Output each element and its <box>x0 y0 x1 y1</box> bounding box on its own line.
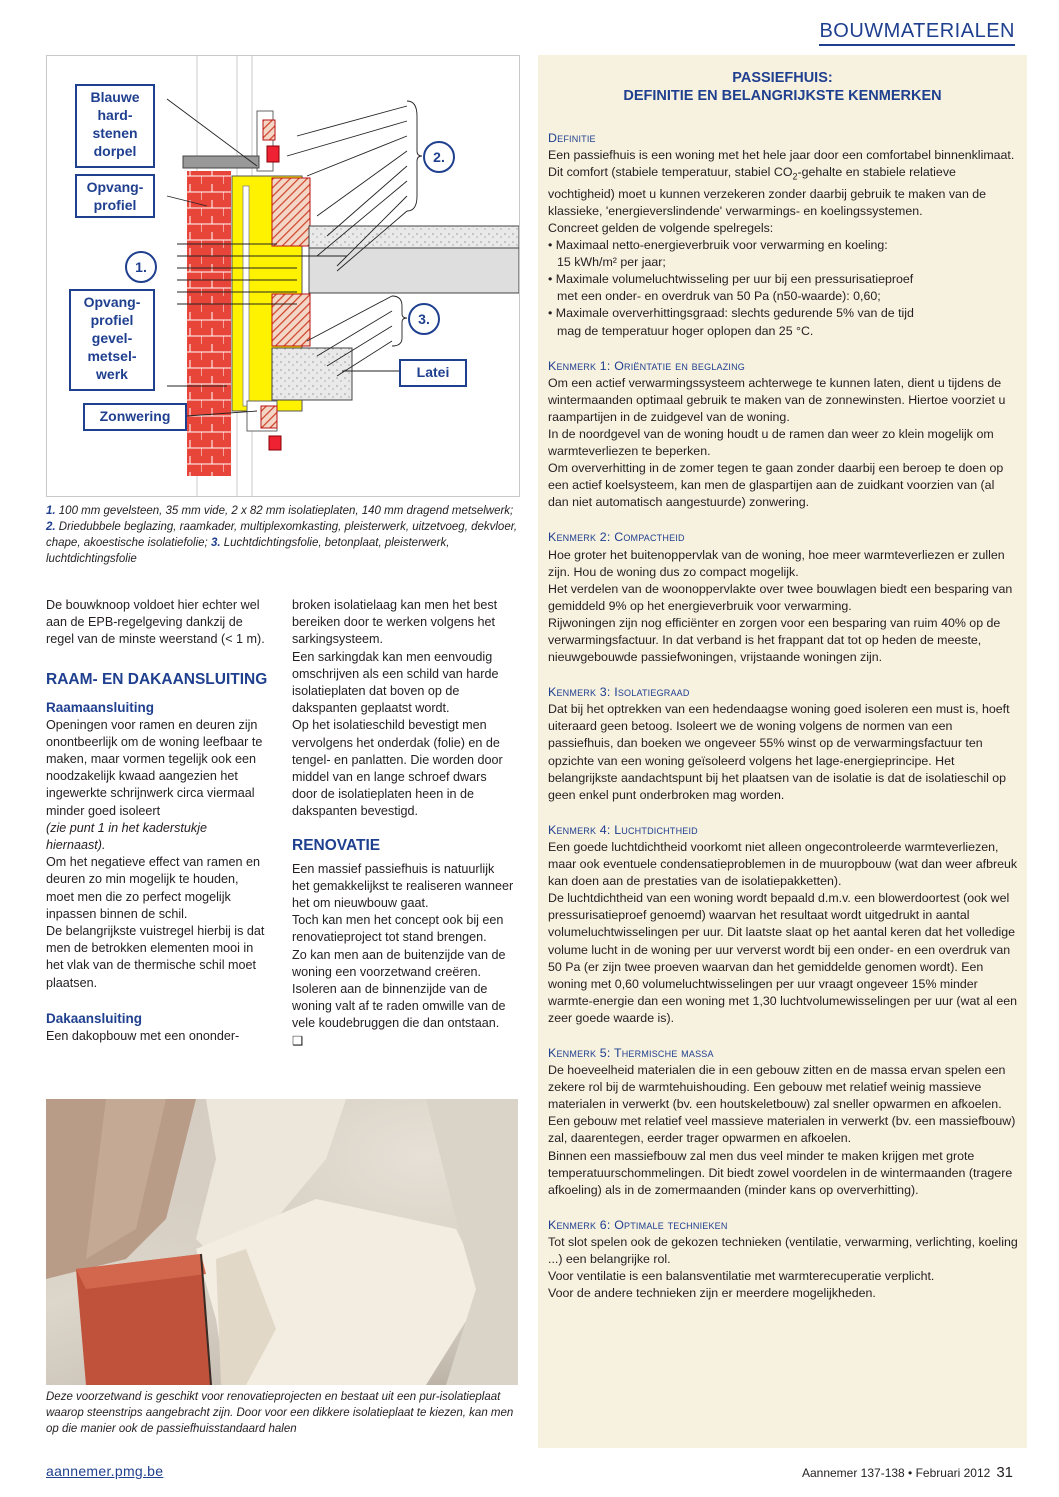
paragraph-raam-3: De belangrijkste vuistregel hierbij is dat men de betrokken elementen mooi in het vlak van de thermische schil moet plaatsen. <box>46 924 265 990</box>
photo-caption: Deze voorzetwand is geschikt voor renovatieprojecten en bestaat uit een pur-isolatieplaat waarop steenstrips aangebracht zijn. Door voor een dikkere isolatieplaat te kiezen, kan men op die manier ook de passiefhuisstandaard halen <box>46 1391 514 1435</box>
sidebar-body <box>548 130 1018 1302</box>
bullet-3: • Maximale oververhittingsgraad: slechts gedurende 5% van de tijd <box>548 306 914 321</box>
marker-2: 2. <box>423 141 455 173</box>
page-number: 31 <box>996 1464 1013 1481</box>
caption-num-2: 2. <box>46 521 56 533</box>
footer-url-link[interactable]: aannemer.pmg.be <box>46 1463 164 1479</box>
diagram-caption <box>46 503 518 567</box>
paragraph-kenmerk-5: De hoeveelheid materialen die in een gebouw zitten en de massa ervan spelen een zekere rol bij de warmtehuishouding. Een gebouw met relatief weinig massieve materialen in verwerkt (bv. een houtskeletbouw) zal sneller opwarmen en afkoelen. Een gebouw met relatief veel massieve materialen in verwerkt (bv. een massiefbouw) zal, daarentegen, eerder trager opwarmen en afkoelen. <box>548 1063 1016 1146</box>
paragraph-dak: Een dakopbouw met een ononder- <box>46 1028 240 1043</box>
hatched-block-top <box>272 178 310 246</box>
definitie-text-a: Een passiefhuis is een woning met het hele jaar door een comfortabel binnenklimaat. Dit comfort (stabiele temperatuur, stabiel CO <box>548 148 1015 180</box>
heading-renovatie: RENOVATIE <box>292 836 381 854</box>
paragraph-raam-ref: (zie punt 1 in het kaderstukje hiernaast). <box>46 820 208 853</box>
paragraph-kenmerk-6: Tot slot spelen ook de gekozen technieken (ventilatie, verwarming, verlichting, koeling ...) een belangrijke rol. <box>548 1234 1018 1266</box>
paragraph-kenmerk-1c: Om oververhitting in de zomer tegen te gaan zonder daarbij een beroep te doen op een actief koelsysteem, kan men de glaspartijen aan de zuidkant voorzien van (al dan niet automatisch aangestuurde) zonwering. <box>548 461 1004 510</box>
caption-text-2: Driedubbele beglazing, raamkader, multiplexomkasting, pleisterwerk, uitzetvoeg, dekvloer, chape, akoestische isolatiefolie; <box>46 521 518 549</box>
heading-kenmerk-3: Kenmerk 3: Isolatiegraad <box>548 685 690 700</box>
label-zonwering: Zonwering <box>83 403 187 431</box>
heading-raam-dakaansluiting: RAAM- EN DAKAANSLUITING <box>46 670 268 688</box>
paragraph-renovatie-4: Isoleren aan de binnenzijde van de woning valt af te raden omwille van de vele koudebruggen die dan ontstaan. ❑ <box>292 982 506 1048</box>
sidebar-title <box>538 69 1027 105</box>
paragraph-kenmerk-1: Om een actief verwarmingssysteem achterwege te kunnen laten, dient u tijdens de wintermaanden optimaal gebruik te maken van de zonnewinsten. Hiertoe voorziet u raampartijen in de zuidgevel van de woning. <box>548 375 1006 424</box>
heading-kenmerk-5: Kenmerk 5: Thermische massa <box>548 1045 714 1060</box>
hatched-block-mid <box>272 294 310 346</box>
heading-kenmerk-2: Kenmerk 2: Compactheid <box>548 530 685 545</box>
bullet-2-cont: met een onder- en overdruk van 50 Pa (n50-waarde): 0,60; <box>557 289 881 304</box>
heading-raamaansluiting: Raamaansluiting <box>46 699 155 715</box>
footer-issue-info <box>802 1464 1013 1481</box>
marker-1: 1. <box>125 251 157 283</box>
sidebar-passiefhuis <box>538 55 1027 1448</box>
caption-num-1: 1. <box>46 505 56 517</box>
label-blauwe-hardstenen-dorpel: Blauwe hard- stenen dorpel <box>75 84 155 168</box>
paragraph-renovatie-3: Zo kan men aan de buitenzijde van de woning een voorzetwand creëren. <box>292 947 506 979</box>
renovation-wall-photo <box>46 1099 518 1385</box>
paragraph-sarking-1: broken isolatielaag kan men het best bereiken door te werken volgens het sarkingsysteem. <box>292 598 498 647</box>
brick-facade <box>187 171 231 476</box>
sidebar-title-line-1: PASSIEFHUIS: <box>732 70 833 86</box>
paragraph-kenmerk-4: Een goede luchtdichtheid voorkomt niet alleen ongecontroleerde warmteverliezen, maar ook eventuele condensatieproblemen in de muuropbouw (wat dan weer afbreuk kan doen aan de prestaties van de isolatiepakketten). <box>548 839 1018 889</box>
footer-issue: Aannemer 137-138 • Februari 2012 <box>801 1466 991 1480</box>
paragraph-spelregels: Concreet gelden de volgende spelregels: <box>548 220 774 235</box>
paragraph-kenmerk-2c: Rijwoningen zijn nog efficiënter en zorgen voor een besparing van ruim 40% op de verwarmingsfactuur. In dat verband is het frappant dat tot op heden de meeste, nieuwgebouwde passiefwoningen, vrijstaande woningen zijn. <box>548 615 1001 665</box>
paragraph-intro: De bouwknoop voldoet hier echter wel aan de EPB-regelgeving dankzij de regel van de minste weerstand (< 1 m). <box>46 598 265 647</box>
bullet-3-cont: mag de temperatuur hoger oplopen dan 25 °C. <box>557 323 814 338</box>
paragraph-raam: Openingen voor ramen en deuren zijn onontbeerlijk om de woning leefbaar te maken, maar vormen tegelijk ook een noodzakelijk kwaad aangezien het ingewerkte schrijnwerk circa viermaal minder goed isoleert <box>46 717 263 818</box>
paragraph-kenmerk-2b: Het verdelen van de woonoppervlakte over twee bouwlagen biedt een besparing van gemiddeld 9% op het energieverbruik voor verwarming. <box>548 581 1013 613</box>
heading-kenmerk-4: Kenmerk 4: Luchtdichtheid <box>548 822 698 837</box>
label-opvangprofiel: Opvang- profiel <box>75 174 155 218</box>
paragraph-kenmerk-4b: De luchtdichtheid van een woning wordt bepaald d.m.v. een blowerdoortest (ook wel pressurisatieproef genoemd) waarvan het resultaat wordt uitgedrukt in aantal volumeluchtwisselingen per uur. Dit laatste slaat op het aantal keren dat het volledige volume lucht in de woning per uur ververst wordt bij een onder- en een overdruk van 50 Pa (er zijn twee proeven waarvan dan het gemiddelde genomen wordt). Een woning met 0,60 volumeluchtwisselingen per uur vraagt ongeveer 15% minder warmte-energie dan een woning met 1,30 luchtvolumewisselingen per uur (wat al een zeer goede waarde is). <box>548 891 1018 1025</box>
paragraph-renovatie-2: Toch kan men het concept ook bij een renovatieproject tot stand brengen. <box>292 913 504 945</box>
heading-kenmerk-6: Kenmerk 6: Optimale technieken <box>548 1217 728 1232</box>
label-opvangprofiel-gevelmetselwerk: Opvang- profiel gevel- metsel- werk <box>69 289 155 391</box>
bullet-2: • Maximale volumeluchtwisseling per uur bij een pressurisatieproef <box>548 272 914 287</box>
section-header: BOUWMATERIALEN <box>819 20 1015 46</box>
bullet-1: • Maximaal netto-energieverbruik voor verwarming en koeling: <box>548 238 888 253</box>
heading-kenmerk-1: Kenmerk 1: Oriëntatie en beglazing <box>548 358 745 373</box>
paragraph-kenmerk-6b: Voor ventilatie is een balansventilatie met warmterecuperatie verplicht. <box>548 1269 935 1284</box>
heading-definitie: Definitie <box>548 131 596 145</box>
co2-subscript: 2 <box>792 171 798 182</box>
paragraph-kenmerk-5b: Binnen een massiefbouw zal men dus veel minder te maken krijgen met grote temperatuurschommelingen. Dit biedt zowel voordelen in de wintermaanden (tragere afkoeling) als in de zomermaanden (minder kans op oververhitting). <box>548 1148 1013 1197</box>
marker-3: 3. <box>408 303 440 335</box>
paragraph-kenmerk-3: Dat bij het optrekken van een hedendaagse woning goed isoleren een must is, hoeft uiteraard geen betoog. Isoleert we de woning volgens de normen van een passiefhuis, dan boeken we ongeveer 55% winst op de verwarmingsfactuur ten opzichte van een woning geïsoleerd volgens het lage-energieprincipe. Het belangrijkste aandachtspunt bij het plaatsen van de isolatie is dat de isolatieschil op geen enkel punt onderbroken mag worden. <box>548 702 1010 802</box>
definitie-text-b: -gehalte en stabiele relatieve vochtigheid) moet u kunnen verzekeren zonder daarbij gebruik te maken van de klassieke, 'energieverslindende' verwarmings- en koelingssystemen. <box>548 165 987 218</box>
floor-slab <box>309 248 519 293</box>
paragraph-sarking-3: Op het isolatieschild bevestigt men vervolgens het onderdak (folie) en de tengel- en panlatten. Die worden door middel van en lange schroef dwars door de isolatieplaten heen in de dakspanten bevestigd. <box>292 718 503 819</box>
paragraph-renovatie-1: Een massief passiefhuis is natuurlijk het gemakkelijkst te realiseren wanneer het om nieuwbouw gaat. <box>292 861 514 911</box>
paragraph-kenmerk-2: Hoe groter het buitenoppervlak van de woning, hoe meer warmteverliezen er zullen zijn. Hou de woning dus zo compact mogelijk. <box>548 547 1005 579</box>
construction-detail-diagram <box>46 55 520 497</box>
article-column-1 <box>46 597 268 1045</box>
paragraph-definitie <box>548 147 1018 220</box>
paragraph-sarking-2: Een sarkingdak kan men eenvoudig omschrijven als een schild van harde isolatieplaten dat boven op de dakspanten geplaatst wordt. <box>292 649 499 716</box>
paragraph-kenmerk-1b: In de noordgevel van de woning houdt u de ramen dan weer zo klein mogelijk om warmteverliezen te beperken. <box>548 426 994 459</box>
caption-text-3: Luchtdichtingsfolie, betonplaat, pleisterwerk, luchtdichtingsfolie <box>46 537 450 565</box>
sidebar-title-line-2: DEFINITIE EN BELANGRIJKSTE KENMERKEN <box>623 88 942 104</box>
article-column-2 <box>292 597 514 1050</box>
heading-dakaansluiting: Dakaansluiting <box>46 1010 143 1026</box>
caption-text-1: 100 mm gevelsteen, 35 mm vide, 2 x 82 mm isolatieplaten, 140 mm dragend metselwerk; <box>55 505 514 517</box>
bullet-1-cont: 15 kWh/m² per jaar; <box>557 255 666 270</box>
caption-num-3: 3. <box>210 537 221 549</box>
paragraph-raam-2: Om het negatieve effect van ramen en deuren zo min mogelijk te houden, moet men die zo perfect mogelijk inpassen binnen de schil. <box>46 855 260 921</box>
label-latei: Latei <box>399 359 467 387</box>
paragraph-kenmerk-6c: Voor de andere technieken zijn er meerdere mogelijkheden. <box>548 1286 876 1301</box>
